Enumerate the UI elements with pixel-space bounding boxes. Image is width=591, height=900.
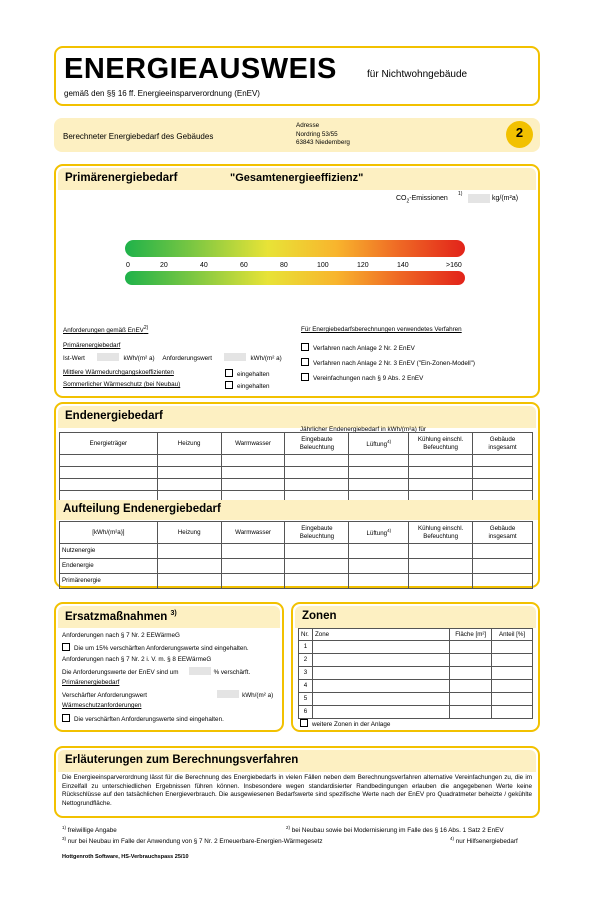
erl-title: Erläuterungen zum Berechnungsverfahren bbox=[65, 754, 299, 766]
ersatz-line-7: Wärmeschutzanforderungen bbox=[62, 702, 142, 709]
table-row[interactable]: 5 bbox=[299, 693, 533, 706]
more-zones-option[interactable]: weitere Zonen in der Anlage bbox=[300, 719, 390, 728]
scale-tick: 60 bbox=[240, 262, 248, 269]
col-header: Gebäude insgesamt bbox=[473, 522, 533, 544]
footnote-1: $^{1)}$ freiwillige Angabe bbox=[62, 825, 117, 835]
requirements-primary: Primärenergiebedarf bbox=[63, 342, 121, 349]
co2-label: $CO_2$-Emissionen bbox=[396, 195, 448, 205]
percent-field[interactable] bbox=[189, 667, 211, 675]
footnote-4: $^{4)}$ nur Hilfsenergiebedarf bbox=[450, 836, 518, 846]
scale-tick: 40 bbox=[200, 262, 208, 269]
erl-text: Die Energieeinsparverordnung lässt für die Berechnung des Energiebedarfs in vielen Fällen neben dem Berechnungsverfahren alternative Vereinfachungen zu, die im Einzelfall zu unterschiedlichen Ergebnissen führen können. Insbesondere wegen standardisierter Randbedingungen erlauben die angegebenen Werte keine Rückschlüsse auf den tatsächlichen Energieverbrauch. Die ausgewiesenen Bedarfswerte sind spezifische Werte nach der EnEV pro Quadratmeter beheizte / gekühlte Nettogrundfläche. bbox=[62, 774, 532, 807]
checkbox bbox=[225, 369, 233, 377]
col-header: [kWh/(m²a)] bbox=[60, 522, 158, 544]
table-row[interactable]: 3 bbox=[299, 667, 533, 680]
table-row[interactable]: Primärenergie bbox=[60, 574, 533, 589]
checkbox bbox=[62, 714, 70, 722]
anforderungswert-field[interactable] bbox=[224, 353, 246, 361]
footnote-3: $^{3)}$ nur bei Neubau im Falle der Anwendung von § 7 Nr. 2 Erneuerbare-Energien-Wärmegesetz bbox=[62, 836, 323, 846]
scale-tick: 0 bbox=[126, 262, 130, 269]
checkbox bbox=[300, 719, 308, 727]
table-row[interactable] bbox=[60, 467, 533, 479]
co2-unit: kg/(m²a) bbox=[492, 195, 519, 202]
efficiency-scale-top bbox=[125, 240, 465, 257]
col-header: Kühlung einschl. Befeuchtung bbox=[409, 522, 473, 544]
software-credit: Hottgenroth Software, HS-Verbrauchspass 25/10 bbox=[62, 854, 189, 860]
procedure-option-3[interactable]: Vereinfachungen nach § 9 Abs. 2 EnEV bbox=[301, 373, 423, 382]
scale-tick: >160 bbox=[446, 262, 462, 269]
ersatz-line-1: Anforderungen nach § 7 Nr. 2 EEWärmeG bbox=[62, 632, 180, 639]
col-header: Eingebaute Beleuchtung bbox=[285, 433, 349, 455]
col-header: Nr. bbox=[299, 629, 313, 641]
col-header: Warmwasser bbox=[221, 522, 285, 544]
col-header: Heizung bbox=[157, 433, 221, 455]
col-header: Fläche [m²] bbox=[450, 629, 492, 641]
scale-tick: 100 bbox=[317, 262, 329, 269]
ersatz-option-2[interactable]: Die verschärften Anforderungswerte sind eingehalten. bbox=[62, 714, 224, 723]
address-line-2: 63843 Niedernberg bbox=[296, 139, 350, 146]
col-header: Anteil [%] bbox=[492, 629, 533, 641]
end-energy-table bbox=[59, 432, 533, 503]
checkbox bbox=[301, 358, 309, 366]
summer-check[interactable]: eingehalten bbox=[225, 381, 270, 390]
summer-protection: Sommerlicher Wärmeschutz (bei Neubau) bbox=[63, 381, 181, 388]
ersatz-line-4: Die Anforderungswerte der EnEV sind um % verschärft. bbox=[62, 669, 251, 676]
verschaerft-field[interactable] bbox=[217, 690, 239, 698]
co2-field[interactable] bbox=[468, 194, 490, 203]
checkbox bbox=[301, 373, 309, 381]
legal-basis: gemäß den §§ 16 ff. Energieeinsparverordnung (EnEV) bbox=[64, 89, 260, 98]
table-row[interactable]: Nutzenergie bbox=[60, 544, 533, 559]
split-title: Aufteilung Endenergiebedarf bbox=[63, 503, 221, 515]
efficiency-scale-bottom bbox=[125, 271, 465, 285]
zonen-table bbox=[298, 628, 533, 719]
table-row[interactable] bbox=[60, 455, 533, 467]
co2-footnote: 1) bbox=[458, 191, 463, 197]
col-header: Lüftung$^{4)}$ bbox=[349, 522, 409, 544]
checkbox bbox=[62, 643, 70, 651]
col-header: Energieträger bbox=[60, 433, 158, 455]
ist-wert-field[interactable] bbox=[97, 353, 119, 361]
scale-tick: 120 bbox=[357, 262, 369, 269]
mean-u-check[interactable]: eingehalten bbox=[225, 369, 270, 378]
ersatz-title: Ersatzmaßnahmen $^{3)}$ bbox=[65, 610, 177, 623]
mean-u-value: Mittlere Wärmedurchgangskoeffizienten bbox=[63, 369, 174, 376]
ersatz-line-3: Anforderungen nach § 7 Nr. 2 i. V. m. § 8 EEWärmeG bbox=[62, 656, 212, 663]
ersatz-option-1[interactable]: Die um 15% verschärften Anforderungswerte sind eingehalten. bbox=[62, 643, 249, 652]
table-row[interactable]: Endenergie bbox=[60, 559, 533, 574]
requirements-title: Anforderungen gemäß EnEV$^{2)}$ bbox=[63, 325, 149, 335]
primary-subtitle: "Gesamtenergieeffizienz" bbox=[230, 172, 364, 184]
address-line-1: Nordring 53/55 bbox=[296, 131, 338, 138]
page-number: 2 bbox=[515, 125, 524, 140]
procedure-title: Für Energiebedarfsberechnungen verwendetes Verfahren bbox=[301, 326, 462, 333]
procedure-option-1[interactable]: Verfahren nach Anlage 2 Nr. 2 EnEV bbox=[301, 343, 415, 352]
scale-tick: 20 bbox=[160, 262, 168, 269]
split-table bbox=[59, 521, 533, 589]
col-header: Eingebaute Beleuchtung bbox=[285, 522, 349, 544]
ersatz-line-6: Verschärfter Anforderungswert kWh/(m² a) bbox=[62, 692, 274, 699]
scale-tick: 80 bbox=[280, 262, 288, 269]
col-header: Heizung bbox=[157, 522, 221, 544]
footnote-2: $^{2)}$ bei Neubau sowie bei Modernisierung im Falle des § 16 Abs. 1 Satz 2 EnEV bbox=[286, 825, 504, 835]
document-title: ENERGIEAUSWEIS bbox=[64, 53, 337, 85]
col-header: Gebäude insgesamt bbox=[473, 433, 533, 455]
primary-title: Primärenergiebedarf bbox=[65, 172, 178, 184]
table-row[interactable] bbox=[60, 479, 533, 491]
table-row[interactable]: 4 bbox=[299, 680, 533, 693]
address-label: Adresse bbox=[296, 122, 320, 129]
col-header: Zone bbox=[312, 629, 449, 641]
col-header: Lüftung$^{4)}$ bbox=[349, 433, 409, 455]
table-row[interactable]: 6 bbox=[299, 706, 533, 719]
checkbox bbox=[301, 343, 309, 351]
checkbox bbox=[225, 381, 233, 389]
procedure-option-2[interactable]: Verfahren nach Anlage 2 Nr. 3 EnEV ("Ein-Zonen-Modell") bbox=[301, 358, 475, 367]
ersatz-line-5: Primärenergiebedarf bbox=[62, 679, 120, 686]
col-header: Warmwasser bbox=[221, 433, 285, 455]
zonen-title: Zonen bbox=[302, 610, 337, 622]
end-energy-title: Endenergiebedarf bbox=[65, 410, 163, 422]
end-energy-group-header: Jährlicher Endenergiebedarf in kWh/(m²a) für bbox=[300, 426, 426, 433]
col-header: Kühlung einschl. Befeuchtung bbox=[409, 433, 473, 455]
bar-label: Berechneter Energiebedarf des Gebäudes bbox=[63, 132, 214, 141]
scale-tick: 140 bbox=[397, 262, 409, 269]
ist-wert-row: Ist-Wert kWh/(m² a) Anforderungswert kWh/(m² a) bbox=[63, 355, 282, 362]
table-row[interactable]: 2 bbox=[299, 654, 533, 667]
document-subtitle: für Nichtwohngebäude bbox=[367, 69, 468, 80]
table-row[interactable]: 1 bbox=[299, 641, 533, 654]
